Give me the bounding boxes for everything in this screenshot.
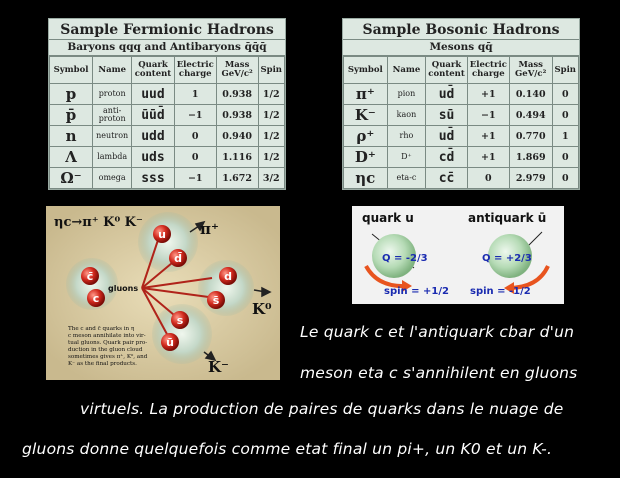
fermion-table-subtitle: Baryons qqq and Antibaryons q̄q̄q̄ (49, 40, 285, 56)
spin-cell: 1/2 (258, 147, 285, 168)
charge-left: Q = -2/3 (382, 253, 428, 264)
quark-spin-panel (352, 206, 564, 304)
charge-right: Q = +2/3 (482, 253, 532, 264)
col-header: Mass GeV/c² (216, 57, 258, 84)
reaction-label: ηc→π⁺ K⁰ K⁻ (54, 215, 143, 230)
col-header: Mass GeV/c² (509, 57, 552, 84)
quark-label: s (176, 314, 184, 327)
spin-left: spin = +1/2 (384, 286, 449, 297)
name-cell: D⁺ (387, 147, 426, 168)
spin-cell: 0 (552, 105, 579, 126)
table-row (344, 147, 579, 168)
charge-cell: −1 (174, 168, 216, 189)
symbol-cell: p (50, 84, 93, 105)
col-header: Spin (552, 57, 579, 84)
quark-label: s̄ (212, 294, 220, 307)
mass-cell: 1.869 (509, 147, 552, 168)
name-cell: neutron (93, 126, 132, 147)
mass-cell: 1.672 (216, 168, 258, 189)
name-cell: kaon (387, 105, 426, 126)
table-row (50, 126, 285, 147)
quark-cell: cc̄ (426, 168, 467, 189)
symbol-cell: ρ⁺ (344, 126, 388, 147)
name-cell: omega (93, 168, 132, 189)
diagram-caption-line: c meson annihilate into vir- (68, 333, 146, 339)
symbol-cell: ηc (344, 168, 388, 189)
quark-cell: sū (426, 105, 467, 126)
bosonic-hadrons-table (342, 18, 580, 190)
spin-cell: 1 (552, 126, 579, 147)
quark-label: c̄ (86, 270, 94, 283)
quark-label: c (92, 292, 100, 305)
quark-label: ū (166, 336, 174, 349)
quark-cell: ud̄ (426, 84, 467, 105)
table-row (344, 84, 579, 105)
mass-cell: 1.116 (216, 147, 258, 168)
charge-cell: 0 (174, 147, 216, 168)
diagram-caption-line: tual gluons. Quark pair pro- (68, 340, 148, 346)
mass-cell: 0.940 (216, 126, 258, 147)
quark-cell: uud (132, 84, 174, 105)
symbol-cell: Ω⁻ (50, 168, 93, 189)
k0-label: K⁰ (252, 300, 272, 318)
gluons-label: gluons (108, 284, 139, 293)
col-header: Quark content (426, 57, 467, 84)
annihilation-diagram-svg (46, 206, 280, 380)
symbol-cell: D⁺ (344, 147, 388, 168)
quark-label: d̄ (174, 252, 182, 265)
quark-cell: uds (132, 147, 174, 168)
annihilation-diagram (46, 206, 280, 380)
table-row (50, 168, 285, 189)
quark-cell: udd (132, 126, 174, 147)
name-cell: anti-proton (93, 105, 132, 126)
quark-label: d (224, 270, 232, 283)
spin-cell: 1/2 (258, 105, 285, 126)
name-cell: rho (387, 126, 426, 147)
symbol-cell: K⁻ (344, 105, 388, 126)
name-cell: eta-c (387, 168, 426, 189)
table-row (344, 168, 579, 189)
diagram-caption-line: K⁻ as the final products. (68, 361, 137, 367)
mass-cell: 0.494 (509, 105, 552, 126)
caption-line-3: virtuels. La production de paires de quarks dans le nuage de (80, 400, 564, 418)
mass-cell: 0.938 (216, 105, 258, 126)
symbol-cell: π⁺ (344, 84, 388, 105)
spin-cell: 0 (552, 84, 579, 105)
name-cell: proton (93, 84, 132, 105)
boson-table-grid (343, 56, 579, 189)
diagram-caption-line: duction in the gluon cloud (68, 347, 143, 353)
spin-cell: 1/2 (258, 126, 285, 147)
col-header: Symbol (344, 57, 388, 84)
caption-line-1: Le quark c et l'antiquark cbar d'un (300, 323, 575, 341)
col-header: Electric charge (467, 57, 509, 84)
k-minus-label: K⁻ (208, 358, 229, 376)
col-header: Symbol (50, 57, 93, 84)
charge-cell: +1 (467, 147, 509, 168)
charge-cell: +1 (467, 84, 509, 105)
caption-line-4: gluons donne quelquefois comme etat final un pi+, un K0 et un K-. (22, 440, 553, 458)
cloud-pi-plus (138, 212, 198, 272)
charge-cell: −1 (174, 105, 216, 126)
antiquark-title: antiquark ū (468, 211, 547, 225)
charge-cell: 1 (174, 84, 216, 105)
col-header: Name (387, 57, 426, 84)
col-header: Spin (258, 57, 285, 84)
spin-cell: 1/2 (258, 84, 285, 105)
mass-cell: 0.938 (216, 84, 258, 105)
quark-cell: sss (132, 168, 174, 189)
col-header: Quark content (132, 57, 174, 84)
table-row (50, 105, 285, 126)
table-row (50, 84, 285, 105)
table-row (344, 105, 579, 126)
spin-cell: 3/2 (258, 168, 285, 189)
fermion-table-title: Sample Fermionic Hadrons (49, 19, 285, 40)
diagram-caption-line: sometimes gives π⁺, K⁰, and (68, 354, 148, 360)
quark-cell: cd̄ (426, 147, 467, 168)
charge-cell: 0 (467, 168, 509, 189)
symbol-cell: n (50, 126, 93, 147)
table-header-row (344, 57, 579, 84)
charge-cell: 0 (174, 126, 216, 147)
table-row (344, 126, 579, 147)
quark-spin-svg (352, 206, 564, 304)
mass-cell: 0.140 (509, 84, 552, 105)
mass-cell: 0.770 (509, 126, 552, 147)
symbol-cell: p̄ (50, 105, 93, 126)
charge-cell: −1 (467, 105, 509, 126)
spin-cell: 0 (552, 147, 579, 168)
symbol-cell: Λ (50, 147, 93, 168)
diagram-caption-line: The c and c̄ quarks in η (68, 326, 135, 332)
mass-cell: 2.979 (509, 168, 552, 189)
quark-title: quark u (362, 211, 414, 225)
fermionic-hadrons-table (48, 18, 286, 190)
name-cell: lambda (93, 147, 132, 168)
col-header: Name (93, 57, 132, 84)
caption-line-2: meson eta c s'annihilent en gluons (300, 364, 578, 382)
quark-cell: ud̄ (426, 126, 467, 147)
pi-plus-label: π⁺ (200, 220, 219, 238)
table-header-row (50, 57, 285, 84)
spin-cell: 0 (552, 168, 579, 189)
col-header: Electric charge (174, 57, 216, 84)
spin-right: spin = -1/2 (470, 286, 531, 297)
name-cell: pion (387, 84, 426, 105)
charge-cell: +1 (467, 126, 509, 147)
quark-cell: ūūd̄ (132, 105, 174, 126)
boson-table-title: Sample Bosonic Hadrons (343, 19, 579, 40)
boson-table-subtitle: Mesons qq̄ (343, 40, 579, 56)
fermion-table-grid (49, 56, 285, 189)
table-row (50, 147, 285, 168)
quark-label: u (158, 228, 166, 241)
